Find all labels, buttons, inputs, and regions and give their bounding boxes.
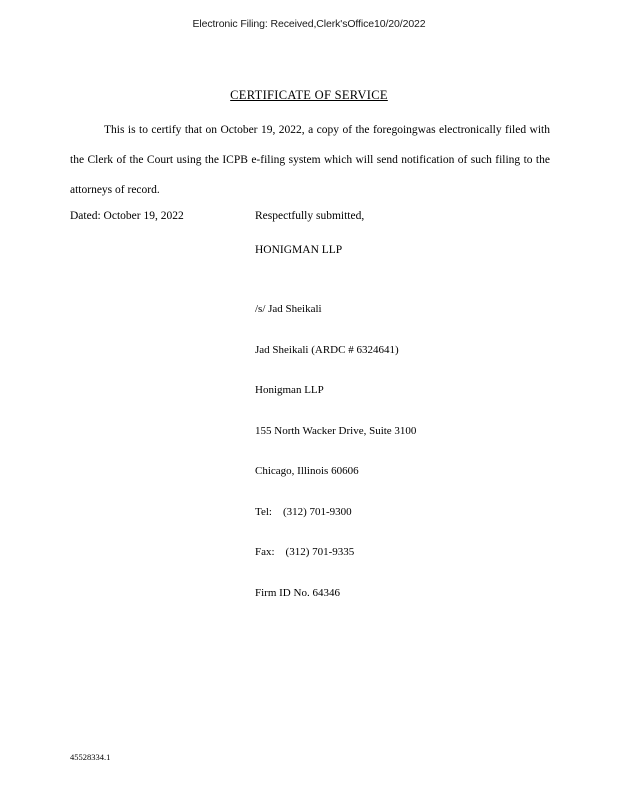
address-line: 155 North Wacker Drive, Suite 3100 — [255, 424, 417, 437]
signature-top-row — [70, 210, 560, 627]
dated-label: Dated: October 19, 2022 — [70, 210, 184, 222]
document-footer-id: 45528334.1 — [70, 752, 111, 762]
signature-area — [70, 210, 560, 627]
page-title — [0, 88, 618, 103]
attorney-signature-block — [255, 276, 560, 627]
fax-line: Fax: (312) 701-9335 — [255, 546, 355, 558]
signature-right-column — [255, 210, 560, 627]
certificate-body-paragraph — [70, 115, 550, 205]
respectfully-submitted-label: Respectfully submitted, — [255, 210, 365, 222]
certificate-body-text: This is to certify that on October 19, 2022, a copy of the foregoingwas electronically filed with the Clerk of the Court using the ICPB e-filing system which will send notification of such filing to the attorneys of record. — [70, 124, 550, 196]
firm-id-line: Firm ID No. 64346 — [255, 586, 340, 599]
signature-line: /s/ Jad Sheikali — [255, 303, 322, 315]
attorney-name-line: Jad Sheikali (ARDC # 6324641) — [255, 343, 399, 356]
firm-name: HONIGMAN LLP — [255, 244, 343, 256]
telephone-line: Tel: (312) 701-9300 — [255, 505, 352, 518]
firm-line: Honigman LLP — [255, 384, 324, 396]
electronic-filing-stamp: Electronic Filing: Received,Clerk'sOffice10/20/2022 — [192, 18, 426, 30]
page-title-text: CERTIFICATE OF SERVICE — [230, 88, 388, 102]
city-state-zip-line: Chicago, Illinois 60606 — [255, 465, 359, 477]
